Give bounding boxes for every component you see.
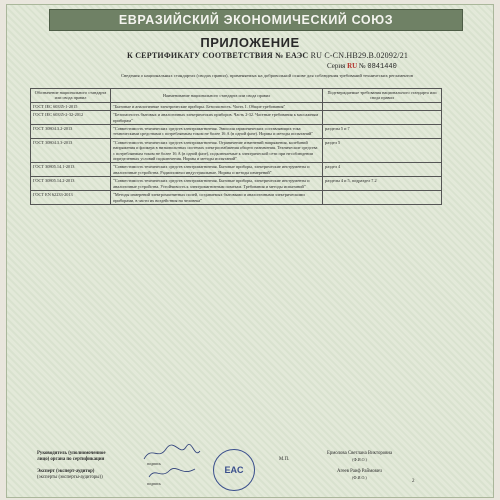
standard-name: "Совместимость технических средств электромагнитная. Ограничение изменений напряжения, колебаний напряжения и фликера в низковольтных системах электроснабжения общего назначения. Технические средства с потребляемым током не более 16 А (в одной фазе), подключаемые к электрической сети при несоблюдении определенных условий подключения. Нормы и методы испытаний": [111, 138, 323, 163]
standard-code: ГОСТ 30804.3.2-2013: [31, 125, 111, 139]
standard-code: ГОСТ 30805.14.1-2013: [31, 163, 111, 177]
table-row: [31, 191, 442, 205]
standards-table: [30, 88, 442, 205]
series-label: Серия: [327, 62, 346, 70]
standard-requirements: [323, 111, 442, 125]
expert-name-caption: (Ф.И.О.): [352, 475, 367, 480]
seal-mark: EAC: [224, 465, 244, 475]
standard-requirements: разделы 4 и 5, подраздел 7.2: [323, 177, 442, 191]
standard-requirements: разделы 5 и 7: [323, 125, 442, 139]
certificate-appendix-page: [6, 4, 494, 498]
standard-name: "Совместимость технических средств электромагнитная. Эмиссия гармонических составляющих тока техническими средствами с потребляемым током не более 16 А (в одной фазе). Нормы и методы испытаний": [111, 125, 323, 139]
head-label-line-1: Руководитель (уполномоченное: [37, 451, 106, 456]
expert-name-block: [337, 469, 382, 481]
table-header-row: [31, 89, 442, 103]
standard-code: ГОСТ IEC 60335-2-32-2012: [31, 111, 111, 125]
standard-name: "Безопасность бытовых и аналогичных электрических приборов. Часть 2-32. Частные требования к массажным приборам": [111, 111, 323, 125]
series-number-prefix: №: [358, 62, 366, 70]
head-signatory-label: [37, 451, 105, 463]
certificate-number: RU C-CN.НВ29.В.02092/21: [310, 51, 409, 60]
certificate-reference: [127, 51, 408, 60]
head-name-block: [327, 451, 392, 463]
header-requirements: Подтверждаемые требования национального стандарта или свода правил: [323, 89, 442, 103]
standard-name: "Совместимость технических средств электромагнитная. Бытовые приборы, электрические инструменты и аналогичные устройства. Радиопомехи индустриальные. Нормы и методы измерений": [111, 163, 323, 177]
intro-text: Сведения о национальных стандартах (сводах правил), применяемых на добровольной основе для соблюдения требований технических регламентов: [120, 73, 414, 78]
table-row: [31, 163, 442, 177]
standard-requirements: раздел 5: [323, 138, 442, 163]
expert-signature: [147, 465, 197, 481]
standard-code: ГОСТ 30804.3.3-2013: [31, 138, 111, 163]
certificate-reference-prefix: К СЕРТИФИКАТУ СООТВЕТСТВИЯ № ЕАЭС: [127, 51, 309, 60]
union-banner: ЕВРАЗИЙСКИЙ ЭКОНОМИЧЕСКИЙ СОЮЗ: [49, 9, 463, 31]
standard-code: ГОСТ 30805.14.2-2013: [31, 177, 111, 191]
standard-name: "Совместимость технических средств электромагнитная. Бытовые приборы, электрические инструменты и аналогичные устройства. Устойчивость к электромагнитным помехам. Требования и методы испытаний": [111, 177, 323, 191]
certification-seal: [213, 449, 255, 491]
head-label-line-2: лицо) органа по сертификации: [37, 457, 105, 462]
head-signature: [142, 443, 202, 463]
head-signature-caption: подпись: [147, 461, 161, 466]
standard-name: "Бытовые и аналогичные электрические приборы. Безопасность. Часть 1. Общие требования": [111, 102, 323, 110]
head-name: Ермолова Светлана Викторовна: [327, 451, 393, 456]
header-code: Обозначение национального стандарта или свода правил: [31, 89, 111, 103]
stamp-label: М.П.: [279, 457, 290, 462]
page-title: ПРИЛОЖЕНИЕ: [200, 35, 300, 50]
standard-requirements: раздел 4: [323, 163, 442, 177]
table-row: [31, 111, 442, 125]
series-code: RU: [347, 62, 358, 70]
series-line: [327, 62, 397, 71]
expert-name: Агеев Раиф Раймович: [337, 469, 382, 474]
standard-code: ГОСТ EN 62233-2013: [31, 191, 111, 205]
header-name: Наименование национального стандарта или свода правил: [111, 89, 323, 103]
expert-signature-caption: подпись: [147, 481, 161, 486]
standard-code: ГОСТ IEC 60335-1-2015: [31, 102, 111, 110]
expert-label-line-2: (эксперты (эксперты-аудиторы)): [37, 475, 103, 480]
standard-requirements: [323, 191, 442, 205]
page-number: 2: [412, 479, 415, 484]
head-name-caption: (Ф.И.О.): [352, 457, 367, 462]
standard-name: "Методы измерений электромагнитных полей, создаваемых бытовыми и аналогичными электрическими приборами, в части их воздействия на человека": [111, 191, 323, 205]
table-row: [31, 102, 442, 110]
standard-requirements: [323, 102, 442, 110]
table-row: [31, 138, 442, 163]
table-row: [31, 177, 442, 191]
series-number: 0841440: [367, 63, 397, 71]
expert-label-line-1: Эксперт (эксперт-аудитор): [37, 469, 95, 474]
expert-signatory-label: [37, 469, 103, 481]
table-row: [31, 125, 442, 139]
